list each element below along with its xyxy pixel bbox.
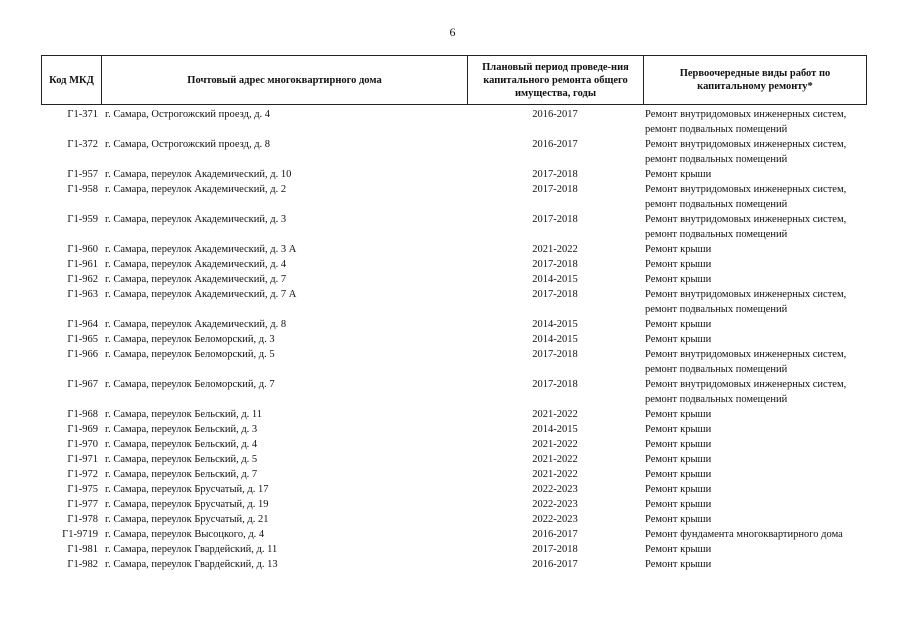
postal-address: г. Самара, переулок Высоцкого, д. 4 xyxy=(105,529,265,540)
repair-works xyxy=(643,107,867,137)
postal-address: г. Самара, переулок Бельский, д. 4 xyxy=(105,439,258,450)
mkd-code: Г1-964 xyxy=(67,319,98,330)
mkd-code: Г1-975 xyxy=(67,484,98,495)
mkd-code: Г1-970 xyxy=(67,439,98,450)
repair-period: 2014-2015 xyxy=(532,334,578,345)
repair-works-line: Ремонт крыши xyxy=(645,319,712,330)
postal-address: г. Самара, переулок Гвардейский, д. 11 xyxy=(105,544,278,555)
mkd-code: Г1-967 xyxy=(67,379,98,390)
repair-works xyxy=(643,242,867,257)
table-row xyxy=(41,182,867,212)
mkd-code: Г1-960 xyxy=(67,244,98,255)
table-row xyxy=(41,422,867,437)
postal-address: г. Самара, переулок Беломорский, д. 3 xyxy=(105,334,275,345)
postal-address: г. Самара, переулок Бельский, д. 5 xyxy=(105,454,258,465)
repair-period: 2016-2017 xyxy=(532,529,578,540)
repair-period: 2016-2017 xyxy=(532,559,578,570)
repair-works-line: ремонт подвальных помещений xyxy=(645,304,788,315)
repair-works-line: Ремонт внутридомовых инженерных систем, xyxy=(645,184,847,195)
repair-works-line: Ремонт внутридомовых инженерных систем, xyxy=(645,379,847,390)
table-row xyxy=(41,347,867,377)
repair-works xyxy=(643,287,867,317)
mkd-code: Г1-962 xyxy=(67,274,98,285)
mkd-code: Г1-959 xyxy=(67,214,98,225)
postal-address: г. Самара, переулок Академический, д. 10 xyxy=(105,169,292,180)
repair-works xyxy=(643,527,867,542)
repair-works xyxy=(643,332,867,347)
postal-address: г. Самара, переулок Академический, д. 7 А xyxy=(105,289,297,300)
repair-works xyxy=(643,347,867,377)
table-row xyxy=(41,482,867,497)
table-row xyxy=(41,212,867,242)
repair-works-line: Ремонт крыши xyxy=(645,484,712,495)
postal-address: г. Самара, Острогожский проезд, д. 8 xyxy=(105,139,271,150)
repair-works xyxy=(643,512,867,527)
repair-works-line: Ремонт внутридомовых инженерных систем, xyxy=(645,289,847,300)
mkd-code: Г1-972 xyxy=(67,469,98,480)
repair-period: 2016-2017 xyxy=(532,109,578,120)
repair-works-line: Ремонт крыши xyxy=(645,514,712,525)
mkd-code: Г1-982 xyxy=(67,559,98,570)
table-row xyxy=(41,107,867,137)
repair-works-line: Ремонт внутридомовых инженерных систем, xyxy=(645,139,847,150)
table-body xyxy=(41,107,867,572)
repair-works xyxy=(643,377,867,407)
repair-works-line: Ремонт внутридомовых инженерных систем, xyxy=(645,349,847,360)
postal-address: г. Самара, переулок Академический, д. 2 xyxy=(105,184,287,195)
repair-works-line: Ремонт фундамента многоквартирного дома xyxy=(645,529,843,540)
repair-works-line: Ремонт крыши xyxy=(645,469,712,480)
repair-works-line: ремонт подвальных помещений xyxy=(645,199,788,210)
repair-works xyxy=(643,467,867,482)
repair-works xyxy=(643,272,867,287)
table-row xyxy=(41,467,867,482)
repair-period: 2016-2017 xyxy=(532,139,578,150)
repair-period: 2022-2023 xyxy=(532,484,578,495)
repair-period: 2021-2022 xyxy=(532,454,578,465)
postal-address: г. Самара, Острогожский проезд, д. 4 xyxy=(105,109,271,120)
postal-address: г. Самара, переулок Академический, д. 8 xyxy=(105,319,287,330)
header-period: Плановый период проведе-ния капитального ремонта общего имущества, годы xyxy=(468,56,644,104)
header-code: Код МКД xyxy=(42,56,102,104)
table-row xyxy=(41,287,867,317)
table-row xyxy=(41,542,867,557)
repair-works-line: Ремонт крыши xyxy=(645,439,712,450)
table-row xyxy=(41,557,867,572)
mkd-code: Г1-963 xyxy=(67,289,98,300)
repair-period: 2017-2018 xyxy=(532,184,578,195)
repair-period: 2022-2023 xyxy=(532,514,578,525)
postal-address: г. Самара, переулок Академический, д. 3 А xyxy=(105,244,297,255)
repair-works-line: ремонт подвальных помещений xyxy=(645,229,788,240)
repair-period: 2021-2022 xyxy=(532,244,578,255)
postal-address: г. Самара, переулок Академический, д. 7 xyxy=(105,274,287,285)
repair-works xyxy=(643,497,867,512)
mkd-code: Г1-968 xyxy=(67,409,98,420)
repair-works-line: ремонт подвальных помещений xyxy=(645,394,788,405)
repair-works xyxy=(643,422,867,437)
repair-works-line: Ремонт крыши xyxy=(645,244,712,255)
postal-address: г. Самара, переулок Бельский, д. 3 xyxy=(105,424,258,435)
repair-works-line: Ремонт крыши xyxy=(645,559,712,570)
table-row xyxy=(41,242,867,257)
repair-works xyxy=(643,437,867,452)
repair-works xyxy=(643,452,867,467)
repair-period: 2014-2015 xyxy=(532,319,578,330)
mkd-code: Г1-965 xyxy=(67,334,98,345)
repair-period: 2017-2018 xyxy=(532,349,578,360)
repair-works-line: Ремонт крыши xyxy=(645,409,712,420)
repair-period: 2014-2015 xyxy=(532,424,578,435)
mkd-code: Г1-371 xyxy=(67,109,98,120)
postal-address: г. Самара, переулок Беломорский, д. 5 xyxy=(105,349,275,360)
table-row xyxy=(41,377,867,407)
repair-works xyxy=(643,482,867,497)
repair-period: 2017-2018 xyxy=(532,169,578,180)
postal-address: г. Самара, переулок Беломорский, д. 7 xyxy=(105,379,275,390)
repair-works xyxy=(643,137,867,167)
mkd-code: Г1-957 xyxy=(67,169,98,180)
table-row xyxy=(41,257,867,272)
mkd-code: Г1-969 xyxy=(67,424,98,435)
postal-address: г. Самара, переулок Брусчатый, д. 21 xyxy=(105,514,269,525)
postal-address: г. Самара, переулок Бельский, д. 11 xyxy=(105,409,263,420)
mkd-code: Г1-978 xyxy=(67,514,98,525)
table-header xyxy=(41,55,867,105)
repair-period: 2017-2018 xyxy=(532,289,578,300)
repair-period: 2017-2018 xyxy=(532,259,578,270)
table-row xyxy=(41,332,867,347)
repair-works-line: Ремонт внутридомовых инженерных систем, xyxy=(645,214,847,225)
repair-works-line: Ремонт крыши xyxy=(645,454,712,465)
table-row xyxy=(41,512,867,527)
postal-address: г. Самара, переулок Академический, д. 4 xyxy=(105,259,287,270)
repair-works-line: Ремонт крыши xyxy=(645,169,712,180)
repair-works-line: Ремонт крыши xyxy=(645,274,712,285)
postal-address: г. Самара, переулок Брусчатый, д. 17 xyxy=(105,484,269,495)
repair-works-line: Ремонт внутридомовых инженерных систем, xyxy=(645,109,847,120)
table-row xyxy=(41,317,867,332)
repair-works-line: ремонт подвальных помещений xyxy=(645,124,788,135)
mkd-code: Г1-961 xyxy=(67,259,98,270)
table-row xyxy=(41,452,867,467)
mkd-code: Г1-977 xyxy=(67,499,98,510)
postal-address: г. Самара, переулок Академический, д. 3 xyxy=(105,214,287,225)
repair-works-line: Ремонт крыши xyxy=(645,259,712,270)
table-row xyxy=(41,437,867,452)
postal-address: г. Самара, переулок Брусчатый, д. 19 xyxy=(105,499,269,510)
table-row xyxy=(41,167,867,182)
mkd-code: Г1-372 xyxy=(67,139,98,150)
table-row xyxy=(41,272,867,287)
repair-period: 2017-2018 xyxy=(532,544,578,555)
page-number: 6 xyxy=(449,25,456,39)
repair-works-line: Ремонт крыши xyxy=(645,544,712,555)
mkd-code: Г1-958 xyxy=(67,184,98,195)
repair-period: 2021-2022 xyxy=(532,439,578,450)
repair-period: 2021-2022 xyxy=(532,469,578,480)
repair-works xyxy=(643,407,867,422)
repair-works-line: Ремонт крыши xyxy=(645,424,712,435)
repair-works xyxy=(643,317,867,332)
repair-works-line: Ремонт крыши xyxy=(645,499,712,510)
repair-works xyxy=(643,167,867,182)
repair-works-line: ремонт подвальных помещений xyxy=(645,364,788,375)
repair-period: 2017-2018 xyxy=(532,379,578,390)
repair-period: 2021-2022 xyxy=(532,409,578,420)
repair-works-line: Ремонт крыши xyxy=(645,334,712,345)
mkd-code: Г1-981 xyxy=(67,544,98,555)
postal-address: г. Самара, переулок Бельский, д. 7 xyxy=(105,469,258,480)
repair-works xyxy=(643,212,867,242)
repair-works xyxy=(643,257,867,272)
mkd-code: Г1-971 xyxy=(67,454,98,465)
repair-period: 2014-2015 xyxy=(532,274,578,285)
repair-works xyxy=(643,557,867,572)
header-works: Первоочередные виды работ по капитальному ремонту* xyxy=(679,68,831,92)
postal-address: г. Самара, переулок Гвардейский, д. 13 xyxy=(105,559,278,570)
table-row xyxy=(41,527,867,542)
repair-works-line: ремонт подвальных помещений xyxy=(645,154,788,165)
mkd-code: Г1-966 xyxy=(67,349,98,360)
repair-period: 2017-2018 xyxy=(532,214,578,225)
mkd-code: Г1-9719 xyxy=(62,529,98,540)
repair-period: 2022-2023 xyxy=(532,499,578,510)
table-row xyxy=(41,407,867,422)
repair-works xyxy=(643,182,867,212)
header-address: Почтовый адрес многоквартирного дома xyxy=(102,56,468,104)
table-row xyxy=(41,497,867,512)
table-row xyxy=(41,137,867,167)
repair-works xyxy=(643,542,867,557)
